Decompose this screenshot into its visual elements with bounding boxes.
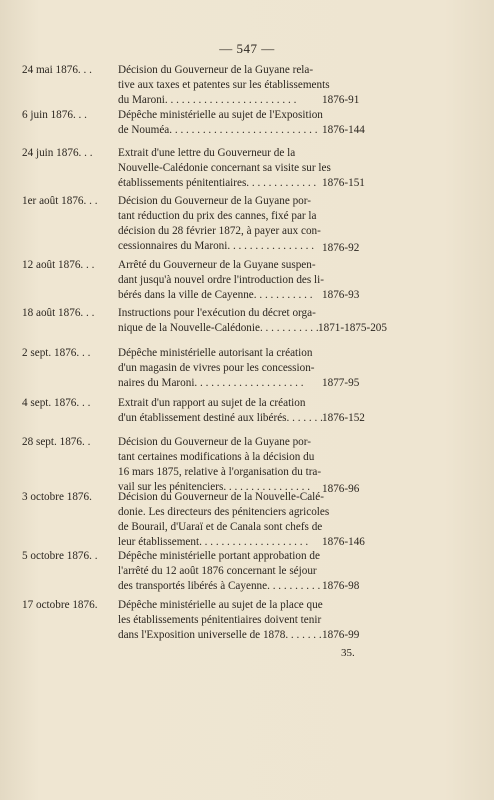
entry-reference: 1876-91 bbox=[322, 94, 360, 106]
entry-reference: 1876-151 bbox=[322, 177, 365, 189]
entry-reference: 1876-99 bbox=[322, 629, 360, 641]
entry-date: 6 juin 1876. . . bbox=[22, 109, 87, 121]
entry-reference: 1876-92 bbox=[322, 242, 360, 254]
entry-line: Arrêté du Gouverneur de la Guyane suspen- bbox=[118, 259, 316, 271]
entry-date: 24 juin 1876. . . bbox=[22, 147, 93, 159]
entry-line: de Bourail, d'Uaraï et de Canala sont chefs de bbox=[118, 521, 323, 533]
entry-date: 2 sept. 1876. . . bbox=[22, 347, 91, 359]
entry-line: Nouvelle-Calédonie concernant sa visite sur les bbox=[118, 162, 331, 174]
entry-line: tant réduction du prix des cannes, fixé par la bbox=[118, 210, 317, 222]
entry-date: 3 octobre 1876. bbox=[22, 491, 92, 503]
entry-line: du Maroni. . . . . . . . . . . . . . . . . . . . . . . . bbox=[118, 94, 297, 106]
entry-line: d'un établissement destiné aux libérés. . . . . . . bbox=[118, 412, 323, 424]
entry-line: nique de la Nouvelle-Calédonie. . . . . . . . . . . bbox=[118, 322, 319, 334]
entry-line: Décision du Gouverneur de la Nouvelle-Calé- bbox=[118, 491, 324, 503]
entry-date: 4 sept. 1876. . . bbox=[22, 397, 91, 409]
entry-date: 17 octobre 1876. bbox=[22, 599, 98, 611]
entry-date: 12 août 1876. . . bbox=[22, 259, 95, 271]
entry-line: d'un magasin de vivres pour les concession- bbox=[118, 362, 315, 374]
entry-reference: 1876-93 bbox=[322, 289, 360, 301]
entry-date: 18 août 1876. . . bbox=[22, 307, 95, 319]
entry-reference: 1876-152 bbox=[322, 412, 365, 424]
entry-line: les établissements pénitentiaires doivent tenir bbox=[118, 614, 322, 626]
entry-line: tive aux taxes et patentes sur les établissements bbox=[118, 79, 330, 91]
entry-line: Dépêche ministérielle au sujet de l'Exposition bbox=[118, 109, 323, 121]
entry-line: 16 mars 1875, relative à l'organisation du tra- bbox=[118, 466, 322, 478]
footer-signature-number: 35. bbox=[341, 647, 355, 659]
entry-line: l'arrêté du 12 août 1876 concernant le séjour bbox=[118, 565, 317, 577]
entry-line: Dépêche ministérielle au sujet de la place que bbox=[118, 599, 323, 611]
entry-line: tant certaines modifications à la décision du bbox=[118, 451, 315, 463]
entry-line: des transportés libérés à Cayenne. . . . . . . . . . bbox=[118, 580, 321, 592]
entry-date: 28 sept. 1876. . bbox=[22, 436, 91, 448]
entry-line: dant jusqu'à nouvel ordre l'introduction des li- bbox=[118, 274, 324, 286]
entry-line: Décision du Gouverneur de la Guyane por- bbox=[118, 436, 312, 448]
entry-line: Extrait d'un rapport au sujet de la création bbox=[118, 397, 306, 409]
entry-date: 5 octobre 1876. . bbox=[22, 550, 98, 562]
entry-line: Dépêche ministérielle autorisant la création bbox=[118, 347, 313, 359]
entry-line: bérés dans la ville de Cayenne. . . . . . . . . . . bbox=[118, 289, 313, 301]
entry-line: Extrait d'une lettre du Gouverneur de la bbox=[118, 147, 296, 159]
entry-reference: 1877-95 bbox=[322, 377, 360, 389]
entry-line: leur établissement. . . . . . . . . . . . . . . . . . . . bbox=[118, 536, 309, 548]
entry-line: Instructions pour l'exécution du décret orga- bbox=[118, 307, 316, 319]
entry-line: donie. Les directeurs des pénitenciers agricoles bbox=[118, 506, 330, 518]
entry-reference: 1871-1875-205 bbox=[318, 322, 387, 334]
entry-reference: 1876-96 bbox=[322, 483, 360, 495]
page-number: — 547 — bbox=[219, 41, 275, 56]
entry-line: Dépêche ministérielle portant approbation de bbox=[118, 550, 320, 562]
entry-line: cessionnaires du Maroni. . . . . . . . . . . . . . . . bbox=[118, 240, 315, 252]
entry-line: établissements pénitentiaires. . . . . . . . . . . . . bbox=[118, 177, 317, 189]
entry-date: 1er août 1876. . . bbox=[22, 195, 98, 207]
entry-line: décision du 28 février 1872, à payer aux con- bbox=[118, 225, 321, 237]
entry-line: de Nouméa. . . . . . . . . . . . . . . . . . . . . . . . . . . bbox=[118, 124, 318, 136]
entry-line: naires du Maroni. . . . . . . . . . . . . . . . . . . . bbox=[118, 377, 304, 389]
entry-reference: 1876-146 bbox=[322, 536, 365, 548]
entry-date: 24 mai 1876. . . bbox=[22, 64, 92, 76]
entry-line: Décision du Gouverneur de la Guyane por- bbox=[118, 195, 312, 207]
entry-reference: 1876-98 bbox=[322, 580, 360, 592]
entry-line: vail sur les pénitenciers. . . . . . . . . . . . . . . . bbox=[118, 481, 311, 493]
entry-line: dans l'Exposition universelle de 1878. . . . . . . bbox=[118, 629, 322, 641]
entry-line: Décision du Gouverneur de la Guyane rela- bbox=[118, 64, 314, 76]
entry-reference: 1876-144 bbox=[322, 124, 365, 136]
